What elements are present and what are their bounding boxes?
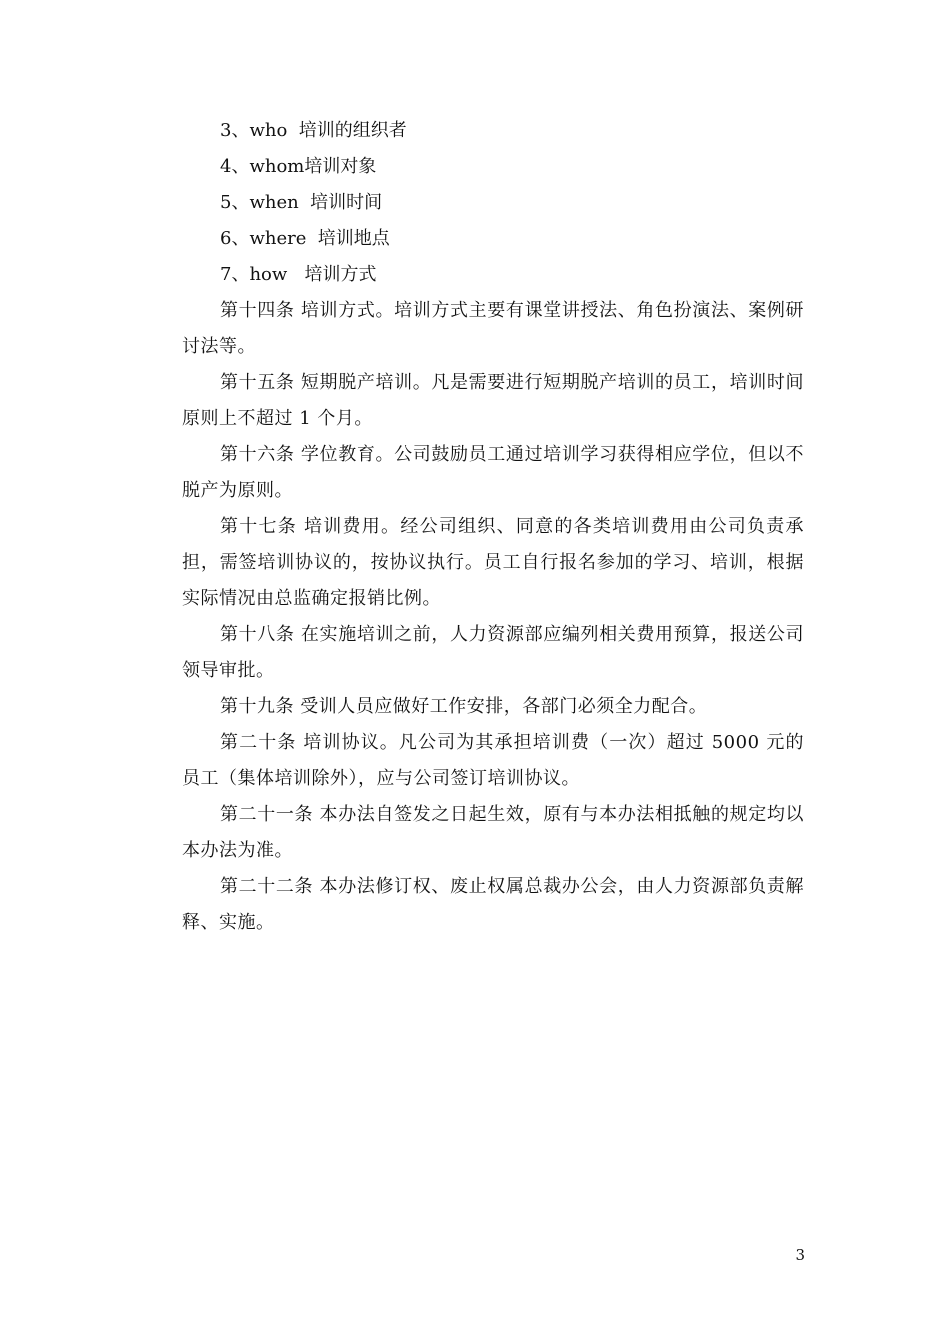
list-item: 3、who 培训的组织者: [220, 120, 407, 141]
document-body: [182, 113, 804, 941]
page-number: 3: [795, 1246, 805, 1264]
article-20: 第二十条 培训协议。凡公司为其承担培训费（一次）超过 5000 元的员工（集体培训除外），应与公司签订培训协议。: [182, 732, 804, 789]
list-item: 5、when 培训时间: [220, 192, 383, 213]
list-item: 6、where 培训地点: [220, 228, 390, 249]
article-16: 第十六条 学位教育。公司鼓励员工通过培训学习获得相应学位，但以不脱产为原则。: [182, 444, 804, 501]
list-item: 4、whom培训对象: [220, 156, 377, 177]
article-22: 第二十二条 本办法修订权、废止权属总裁办公会，由人力资源部负责解释、实施。: [182, 876, 804, 933]
list-item: 7、how 培训方式: [220, 264, 377, 285]
article-17: 第十七条 培训费用。经公司组织、同意的各类培训费用由公司负责承担，需签培训协议的，按协议执行。员工自行报名参加的学习、培训，根据实际情况由总监确定报销比例。: [182, 516, 804, 609]
article-19: 第十九条 受训人员应做好工作安排，各部门必须全力配合。: [220, 696, 708, 717]
article-21: 第二十一条 本办法自签发之日起生效，原有与本办法相抵触的规定均以本办法为准。: [182, 804, 804, 861]
article-18: 第十八条 在实施培训之前，人力资源部应编列相关费用预算，报送公司领导审批。: [182, 624, 804, 681]
article-15: 第十五条 短期脱产培训。凡是需要进行短期脱产培训的员工，培训时间原则上不超过 1 个月。: [182, 372, 804, 429]
article-14: 第十四条 培训方式。培训方式主要有课堂讲授法、角色扮演法、案例研讨法等。: [182, 300, 804, 357]
